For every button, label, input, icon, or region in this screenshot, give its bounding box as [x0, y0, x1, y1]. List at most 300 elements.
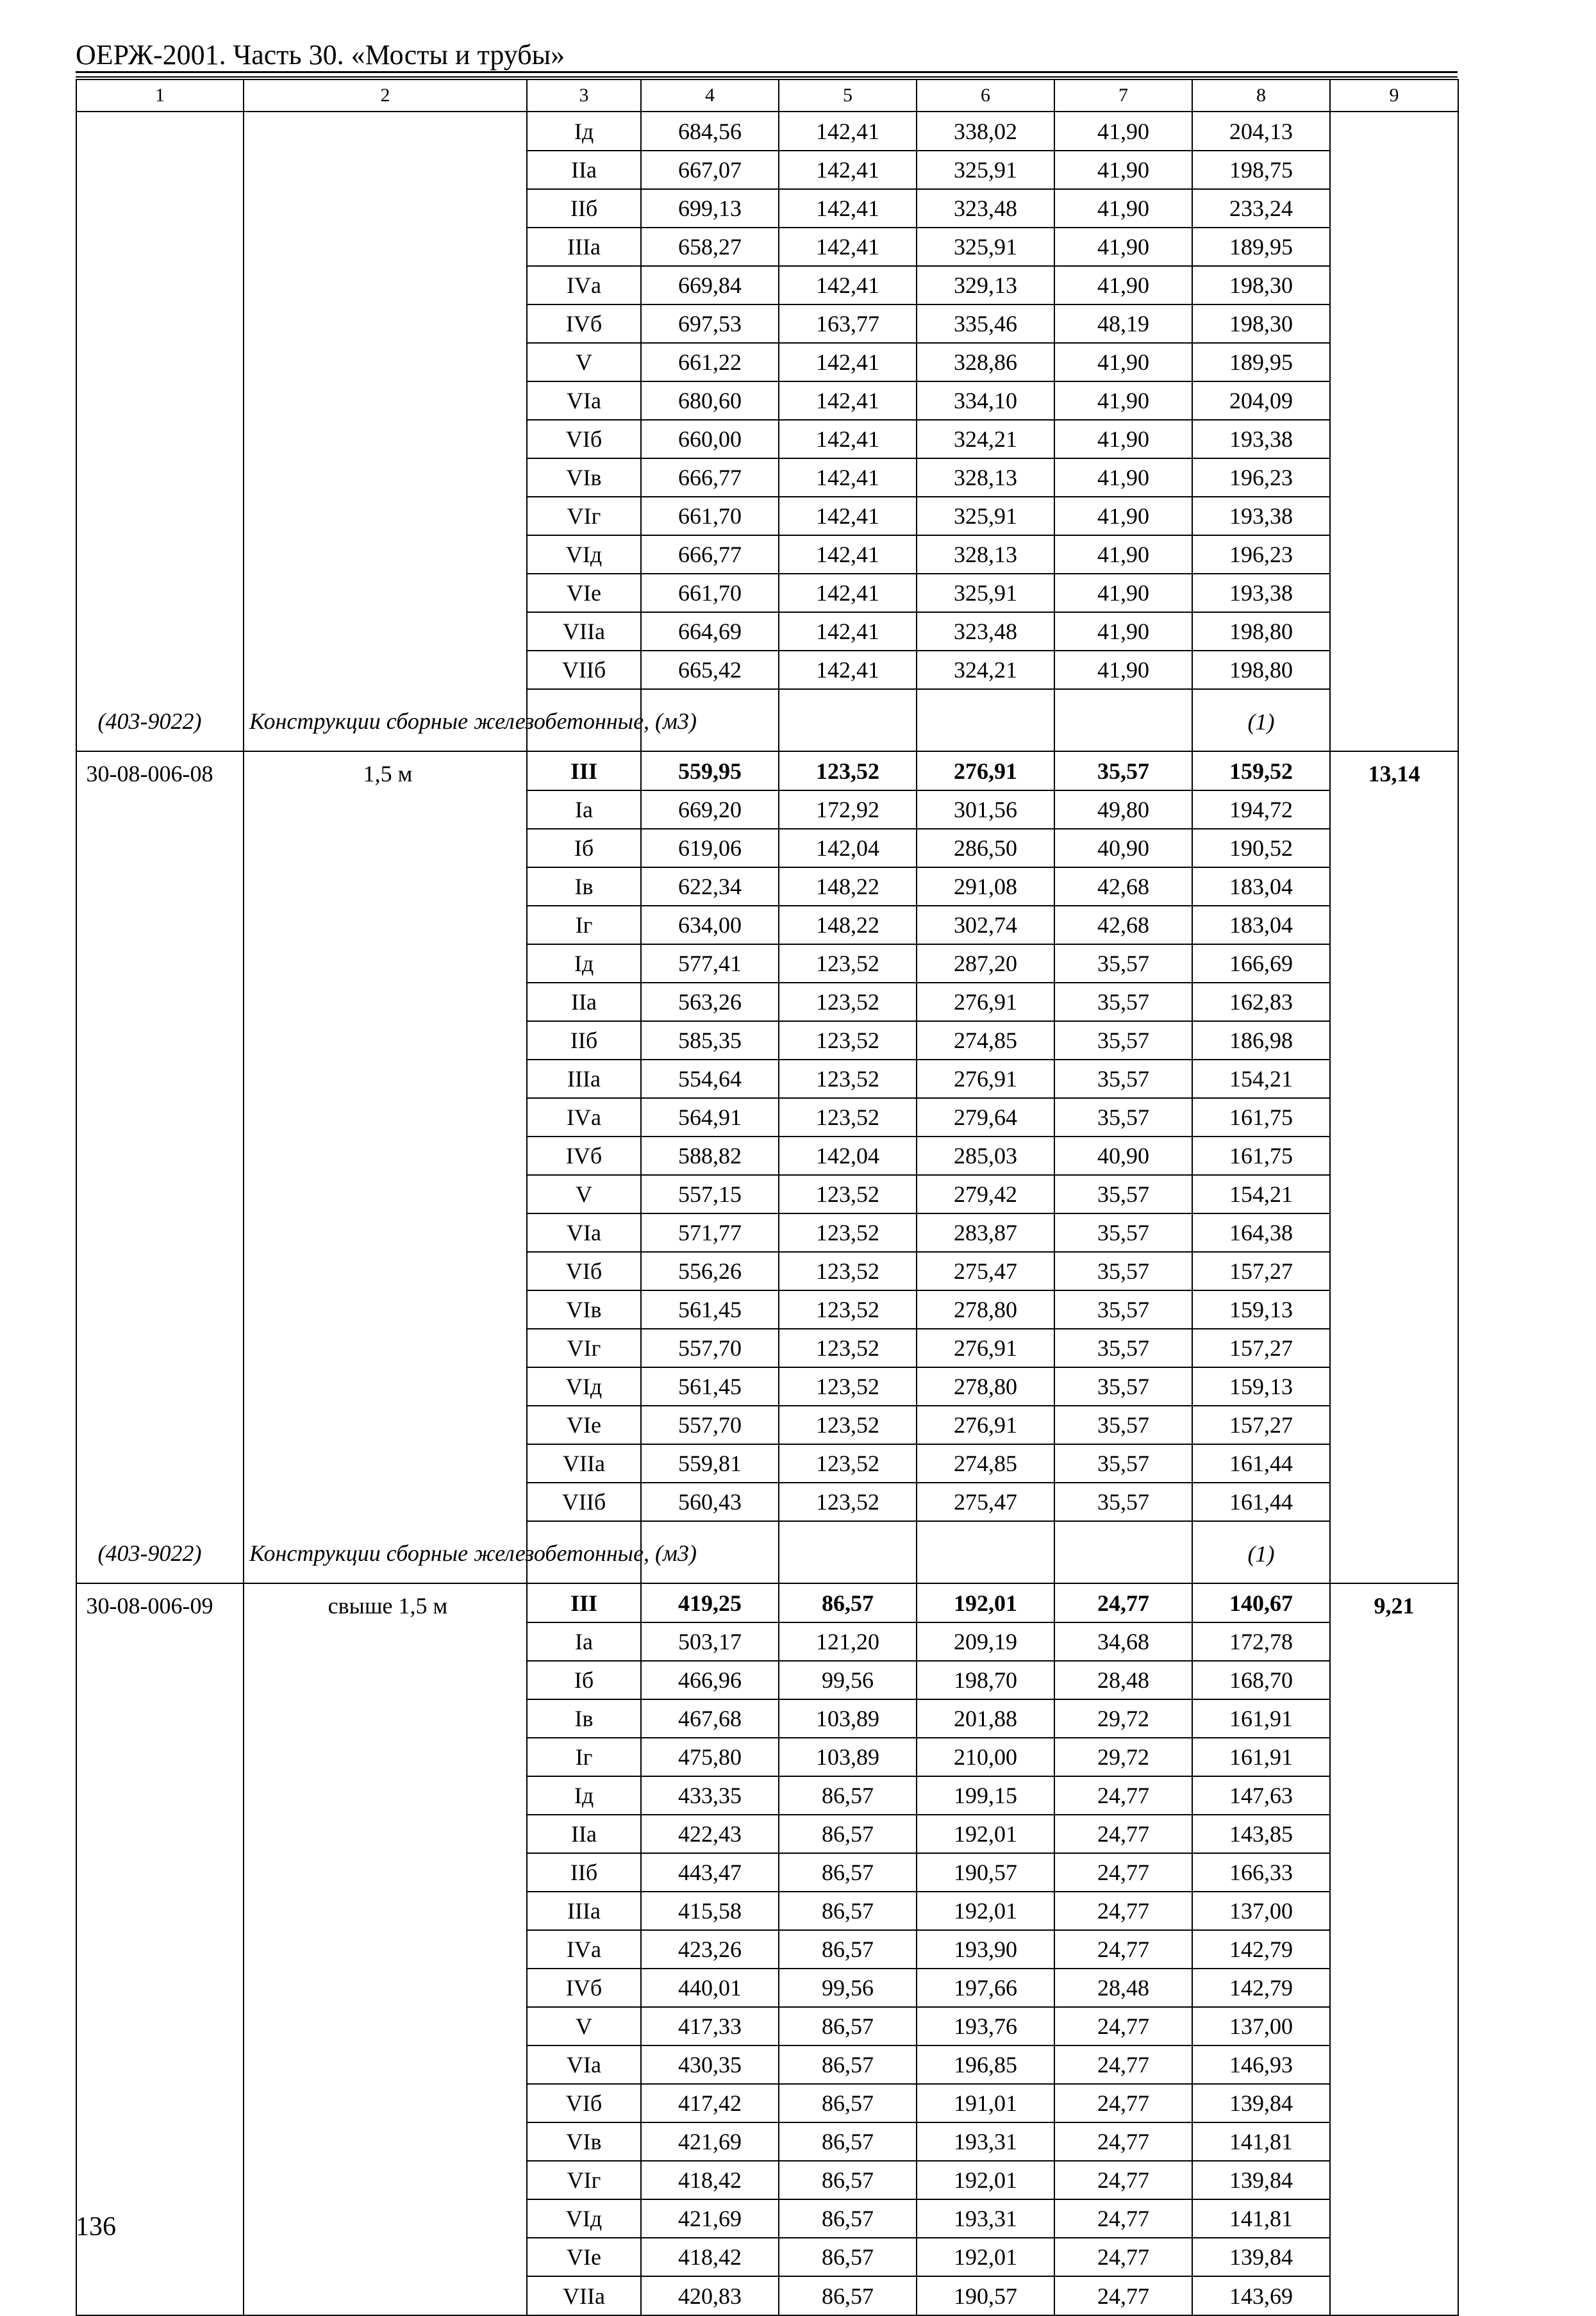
table-row — [76, 1776, 1458, 1815]
cell-value: 28,48 — [1054, 1969, 1192, 2007]
table-row — [76, 1175, 1458, 1213]
cell-value: 423,26 — [641, 1930, 779, 1969]
cell-value: 666,77 — [641, 535, 779, 574]
cell-value: 35,57 — [1054, 983, 1192, 1021]
cell-value: 142,41 — [779, 612, 917, 651]
cell-value: 29,72 — [1054, 1738, 1192, 1776]
cell-class: IIа — [527, 1815, 641, 1853]
cell-value: 86,57 — [779, 2045, 917, 2084]
cell-coef — [1330, 497, 1458, 535]
cell-value: 198,30 — [1192, 304, 1330, 343]
cell-value: 142,41 — [779, 151, 917, 189]
cell-name — [244, 189, 527, 228]
cell-class: VIд — [527, 1367, 641, 1406]
cell-coef — [1330, 2045, 1458, 2084]
cell-value: 35,57 — [1054, 1444, 1192, 1483]
cell-value: 557,15 — [641, 1175, 779, 1213]
cell-name — [244, 1853, 527, 1892]
cell-value: 279,64 — [917, 1098, 1054, 1137]
cell-value: 123,52 — [779, 1252, 917, 1290]
cell-code — [76, 2007, 244, 2045]
cell-coef — [1330, 1853, 1458, 1892]
cell-name — [244, 1969, 527, 2007]
table-row — [76, 497, 1458, 535]
cell-value: 204,13 — [1192, 112, 1330, 151]
cell-code — [76, 266, 244, 304]
cell-coef — [1330, 1175, 1458, 1213]
cell-coef — [1330, 574, 1458, 612]
cell-name — [244, 420, 527, 458]
cell-value: 561,45 — [641, 1290, 779, 1329]
cell-value: 204,09 — [1192, 381, 1330, 420]
cell-code — [76, 1060, 244, 1098]
cell-value: 86,57 — [779, 2238, 917, 2276]
cell-value: 571,77 — [641, 1213, 779, 1252]
cell-value: 164,38 — [1192, 1213, 1330, 1252]
table-row — [76, 1060, 1458, 1098]
cell-value: 201,88 — [917, 1699, 1054, 1738]
rate-name: 1,5 м — [244, 751, 527, 790]
cell-code — [76, 151, 244, 189]
cell-class: IIIа — [527, 228, 641, 266]
cell-value: 302,74 — [917, 906, 1054, 944]
cell-value: 197,66 — [917, 1969, 1054, 2007]
cell-value: 557,70 — [641, 1406, 779, 1444]
cell-code — [76, 983, 244, 1021]
cell-class: VIг — [527, 1329, 641, 1367]
cell-value: 24,77 — [1054, 2045, 1192, 2084]
cell-value: 140,67 — [1192, 1583, 1330, 1622]
cell-value: 198,80 — [1192, 612, 1330, 651]
cell-value: 193,76 — [917, 2007, 1054, 2045]
cell-code — [76, 420, 244, 458]
cell-value: 191,01 — [917, 2084, 1054, 2122]
cell-code — [76, 1892, 244, 1930]
table-row — [76, 1098, 1458, 1137]
cell-class: Iв — [527, 867, 641, 906]
cell-coef — [1330, 1137, 1458, 1175]
cell-class: Iг — [527, 906, 641, 944]
cell-class: V — [527, 1175, 641, 1213]
cell-coef — [1330, 381, 1458, 420]
table-row — [76, 2276, 1458, 2315]
cell-value: 35,57 — [1054, 1483, 1192, 1521]
cell-value: 123,52 — [779, 1406, 917, 1444]
cell-value: 86,57 — [779, 1776, 917, 1815]
cell-coef — [1330, 612, 1458, 651]
cell-value: 328,86 — [917, 343, 1054, 381]
cell-value: 142,41 — [779, 381, 917, 420]
cell-value: 147,63 — [1192, 1776, 1330, 1815]
cell-value: 123,52 — [779, 1367, 917, 1406]
cell-name — [244, 1367, 527, 1406]
cell-value: 189,95 — [1192, 343, 1330, 381]
cell-value: 680,60 — [641, 381, 779, 420]
cell-class: VIIа — [527, 1444, 641, 1483]
cell-code — [76, 1290, 244, 1329]
table-row — [76, 1406, 1458, 1444]
cell-class: IIб — [527, 1853, 641, 1892]
cell-code — [76, 1699, 244, 1738]
cell-code — [76, 458, 244, 497]
cell-value: 198,30 — [1192, 266, 1330, 304]
cell-value: 323,48 — [917, 189, 1054, 228]
cell-coef — [1330, 1661, 1458, 1699]
cell-value: 35,57 — [1054, 944, 1192, 983]
cell-name — [244, 944, 527, 983]
cell-class: IVа — [527, 266, 641, 304]
cell-value: 440,01 — [641, 1969, 779, 2007]
cell-value: 159,13 — [1192, 1367, 1330, 1406]
cell-value: 415,58 — [641, 1892, 779, 1930]
rate-code: 30-08-006-08 — [76, 751, 244, 790]
table-row — [76, 1892, 1458, 1930]
cell-value: 556,26 — [641, 1252, 779, 1290]
cell-value: 335,46 — [917, 304, 1054, 343]
cell-class: VIб — [527, 2084, 641, 2122]
cell-value: 190,52 — [1192, 829, 1330, 867]
cell-value: 189,95 — [1192, 228, 1330, 266]
table-row — [76, 574, 1458, 612]
cell-value: 123,52 — [779, 983, 917, 1021]
cell-value: 193,38 — [1192, 497, 1330, 535]
cell-value: 196,23 — [1192, 535, 1330, 574]
cell-code — [76, 944, 244, 983]
cell-value: 324,21 — [917, 651, 1054, 689]
cell-coef — [1330, 1367, 1458, 1406]
table-row — [76, 2161, 1458, 2199]
table-row — [76, 2007, 1458, 2045]
resource-ref: (403-9022) — [76, 689, 244, 751]
table-row — [76, 189, 1458, 228]
cell-value: 172,78 — [1192, 1622, 1330, 1661]
cell-value: 86,57 — [779, 2161, 917, 2199]
cell-value: 24,77 — [1054, 2161, 1192, 2199]
table-row — [76, 829, 1458, 867]
cell-name — [244, 983, 527, 1021]
cell-value: 433,35 — [641, 1776, 779, 1815]
cell-name — [244, 1483, 527, 1521]
cell-coef — [1330, 829, 1458, 867]
cell-value: 40,90 — [1054, 829, 1192, 867]
cell-value: 123,52 — [779, 751, 917, 790]
resource-name: Конструкции сборные железобетонные, (м3) — [244, 1521, 527, 1583]
table-row — [76, 2084, 1458, 2122]
cell-code — [76, 228, 244, 266]
cell-value: 99,56 — [779, 1661, 917, 1699]
cell-value: 172,92 — [779, 790, 917, 829]
cell-value: 103,89 — [779, 1738, 917, 1776]
cell-value: 142,41 — [779, 343, 917, 381]
cell-name — [244, 1930, 527, 1969]
cell-value: 684,56 — [641, 112, 779, 151]
cell-value: 35,57 — [1054, 1329, 1192, 1367]
cell-class: Iг — [527, 1738, 641, 1776]
cell-coef — [1330, 2084, 1458, 2122]
cell-name — [244, 1406, 527, 1444]
cell-value: 24,77 — [1054, 2276, 1192, 2315]
cell-coef — [1330, 2007, 1458, 2045]
cell-value: 559,95 — [641, 751, 779, 790]
empty-cell — [1330, 1521, 1458, 1583]
cell-value: 198,80 — [1192, 651, 1330, 689]
table-row — [76, 1815, 1458, 1853]
cell-value: 154,21 — [1192, 1060, 1330, 1098]
cell-value: 421,69 — [641, 2122, 779, 2161]
cell-value: 198,75 — [1192, 151, 1330, 189]
cell-name — [244, 304, 527, 343]
cell-value: 86,57 — [779, 2122, 917, 2161]
cell-coef — [1330, 2276, 1458, 2315]
rates-table — [76, 79, 1459, 2316]
table-row — [76, 1021, 1458, 1060]
cell-value: 35,57 — [1054, 1252, 1192, 1290]
cell-value: 420,83 — [641, 2276, 779, 2315]
cell-value: 559,81 — [641, 1444, 779, 1483]
cell-value: 669,20 — [641, 790, 779, 829]
cell-class: VIв — [527, 2122, 641, 2161]
cell-value: 276,91 — [917, 1329, 1054, 1367]
cell-value: 661,22 — [641, 343, 779, 381]
cell-name — [244, 1892, 527, 1930]
table-row — [76, 381, 1458, 420]
cell-value: 143,85 — [1192, 1815, 1330, 1853]
cell-value: 325,91 — [917, 574, 1054, 612]
cell-coef — [1330, 1213, 1458, 1252]
cell-value: 86,57 — [779, 2276, 917, 2315]
cell-value: 35,57 — [1054, 1213, 1192, 1252]
table-row — [76, 1444, 1458, 1483]
rate-name: свыше 1,5 м — [244, 1583, 527, 1622]
cell-value: 564,91 — [641, 1098, 779, 1137]
cell-value: 190,57 — [917, 2276, 1054, 2315]
cell-value: 123,52 — [779, 1213, 917, 1252]
cell-class: IIб — [527, 1021, 641, 1060]
table-row — [76, 1661, 1458, 1699]
cell-value: 35,57 — [1054, 1290, 1192, 1329]
cell-name — [244, 2084, 527, 2122]
cell-value: 192,01 — [917, 1815, 1054, 1853]
cell-coef — [1330, 151, 1458, 189]
table-row — [76, 1969, 1458, 2007]
cell-name — [244, 343, 527, 381]
table-row — [76, 983, 1458, 1021]
cell-class: III — [527, 751, 641, 790]
cell-value: 35,57 — [1054, 751, 1192, 790]
column-number: 5 — [779, 79, 917, 112]
cell-value: 325,91 — [917, 228, 1054, 266]
cell-value: 194,72 — [1192, 790, 1330, 829]
cell-code — [76, 112, 244, 151]
cell-value: 276,91 — [917, 751, 1054, 790]
cell-class: VIд — [527, 2199, 641, 2238]
cell-coef — [1330, 1738, 1458, 1776]
cell-value: 40,90 — [1054, 1137, 1192, 1175]
table-row — [76, 228, 1458, 266]
resource-footer-row — [76, 1521, 1458, 1583]
cell-coef — [1330, 420, 1458, 458]
empty-cell — [779, 689, 917, 751]
cell-value: 560,43 — [641, 1483, 779, 1521]
cell-code — [76, 189, 244, 228]
cell-value: 697,53 — [641, 304, 779, 343]
cell-value: 422,43 — [641, 1815, 779, 1853]
cell-code — [76, 1329, 244, 1367]
cell-name — [244, 1815, 527, 1853]
cell-value: 192,01 — [917, 1583, 1054, 1622]
cell-value: 34,68 — [1054, 1622, 1192, 1661]
cell-code — [76, 1137, 244, 1175]
cell-coef — [1330, 112, 1458, 151]
cell-coef — [1330, 1290, 1458, 1329]
cell-coef — [1330, 867, 1458, 906]
cell-coef — [1330, 1444, 1458, 1483]
cell-value: 24,77 — [1054, 1930, 1192, 1969]
cell-value: 193,38 — [1192, 574, 1330, 612]
cell-value: 99,56 — [779, 1969, 917, 2007]
cell-name — [244, 651, 527, 689]
cell-name — [244, 1021, 527, 1060]
cell-value: 29,72 — [1054, 1699, 1192, 1738]
cell-value: 301,56 — [917, 790, 1054, 829]
cell-value: 86,57 — [779, 2199, 917, 2238]
cell-value: 419,25 — [641, 1583, 779, 1622]
cell-code — [76, 1815, 244, 1853]
cell-coef — [1330, 1892, 1458, 1930]
cell-value: 157,27 — [1192, 1329, 1330, 1367]
resource-note: (1) — [1192, 1521, 1330, 1583]
cell-value: 161,44 — [1192, 1444, 1330, 1483]
cell-value: 274,85 — [917, 1021, 1054, 1060]
table-row — [76, 1853, 1458, 1892]
cell-code — [76, 574, 244, 612]
cell-value: 159,52 — [1192, 751, 1330, 790]
resource-ref: (403-9022) — [76, 1521, 244, 1583]
cell-value: 48,19 — [1054, 304, 1192, 343]
cell-name — [244, 1444, 527, 1483]
cell-value: 183,04 — [1192, 867, 1330, 906]
cell-value: 142,04 — [779, 829, 917, 867]
cell-value: 418,42 — [641, 2238, 779, 2276]
cell-value: 24,77 — [1054, 2238, 1192, 2276]
cell-value: 338,02 — [917, 112, 1054, 151]
cell-value: 475,80 — [641, 1738, 779, 1776]
rates-table-body — [76, 79, 1458, 2315]
cell-value: 24,77 — [1054, 1776, 1192, 1815]
cell-coef — [1330, 1060, 1458, 1098]
cell-value: 421,69 — [641, 2199, 779, 2238]
empty-cell — [1054, 1521, 1192, 1583]
cell-coef — [1330, 458, 1458, 497]
cell-value: 137,00 — [1192, 2007, 1330, 2045]
cell-value: 276,91 — [917, 1406, 1054, 1444]
cell-coef — [1330, 189, 1458, 228]
table-row — [76, 790, 1458, 829]
cell-value: 183,04 — [1192, 906, 1330, 944]
cell-class: VIе — [527, 1406, 641, 1444]
cell-value: 325,91 — [917, 497, 1054, 535]
cell-coef — [1330, 266, 1458, 304]
rate-code: 30-08-006-09 — [76, 1583, 244, 1622]
cell-class: VIIб — [527, 1483, 641, 1521]
cell-value: 123,52 — [779, 1060, 917, 1098]
cell-value: 163,77 — [779, 304, 917, 343]
cell-class: Iд — [527, 1776, 641, 1815]
cell-value: 159,13 — [1192, 1290, 1330, 1329]
column-number: 6 — [917, 79, 1054, 112]
cell-name — [244, 381, 527, 420]
cell-value: 561,45 — [641, 1367, 779, 1406]
cell-code — [76, 343, 244, 381]
cell-value: 86,57 — [779, 1892, 917, 1930]
cell-class: Iб — [527, 1661, 641, 1699]
cell-value: 28,48 — [1054, 1661, 1192, 1699]
cell-class: VIа — [527, 381, 641, 420]
cell-value: 142,41 — [779, 574, 917, 612]
cell-value: 143,69 — [1192, 2276, 1330, 2315]
cell-value: 142,79 — [1192, 1930, 1330, 1969]
cell-value: 24,77 — [1054, 1583, 1192, 1622]
cell-coef — [1330, 1252, 1458, 1290]
column-number: 2 — [244, 79, 527, 112]
cell-value: 660,00 — [641, 420, 779, 458]
cell-value: 24,77 — [1054, 1892, 1192, 1930]
cell-coef — [1330, 343, 1458, 381]
cell-value: 186,98 — [1192, 1021, 1330, 1060]
table-row — [76, 906, 1458, 944]
table-row — [76, 867, 1458, 906]
cell-code — [76, 790, 244, 829]
cell-name — [244, 497, 527, 535]
empty-cell — [1330, 689, 1458, 751]
cell-value: 41,90 — [1054, 574, 1192, 612]
cell-value: 142,04 — [779, 1137, 917, 1175]
cell-coef — [1330, 1098, 1458, 1137]
cell-class: VIг — [527, 497, 641, 535]
cell-value: 190,57 — [917, 1853, 1054, 1892]
cell-code — [76, 304, 244, 343]
cell-value: 86,57 — [779, 1853, 917, 1892]
cell-class: IVб — [527, 1969, 641, 2007]
cell-value: 24,77 — [1054, 1815, 1192, 1853]
column-number: 8 — [1192, 79, 1330, 112]
cell-value: 35,57 — [1054, 1098, 1192, 1137]
cell-class: VIв — [527, 458, 641, 497]
empty-cell — [1054, 689, 1192, 751]
cell-class: Iа — [527, 790, 641, 829]
cell-value: 193,38 — [1192, 420, 1330, 458]
cell-value: 577,41 — [641, 944, 779, 983]
cell-value: 563,26 — [641, 983, 779, 1021]
cell-value: 430,35 — [641, 2045, 779, 2084]
cell-coef — [1330, 2122, 1458, 2161]
cell-value: 41,90 — [1054, 651, 1192, 689]
cell-value: 328,13 — [917, 535, 1054, 574]
table-row — [76, 343, 1458, 381]
cell-coef — [1330, 1930, 1458, 1969]
page-number: 136 — [76, 2212, 116, 2242]
cell-value: 168,70 — [1192, 1661, 1330, 1699]
cell-value: 161,75 — [1192, 1098, 1330, 1137]
cell-class: VIе — [527, 2238, 641, 2276]
cell-value: 142,41 — [779, 266, 917, 304]
cell-value: 666,77 — [641, 458, 779, 497]
cell-value: 661,70 — [641, 574, 779, 612]
cell-coef — [1330, 651, 1458, 689]
resource-footer-row — [76, 689, 1458, 751]
cell-value: 199,15 — [917, 1776, 1054, 1815]
cell-value: 24,77 — [1054, 2199, 1192, 2238]
